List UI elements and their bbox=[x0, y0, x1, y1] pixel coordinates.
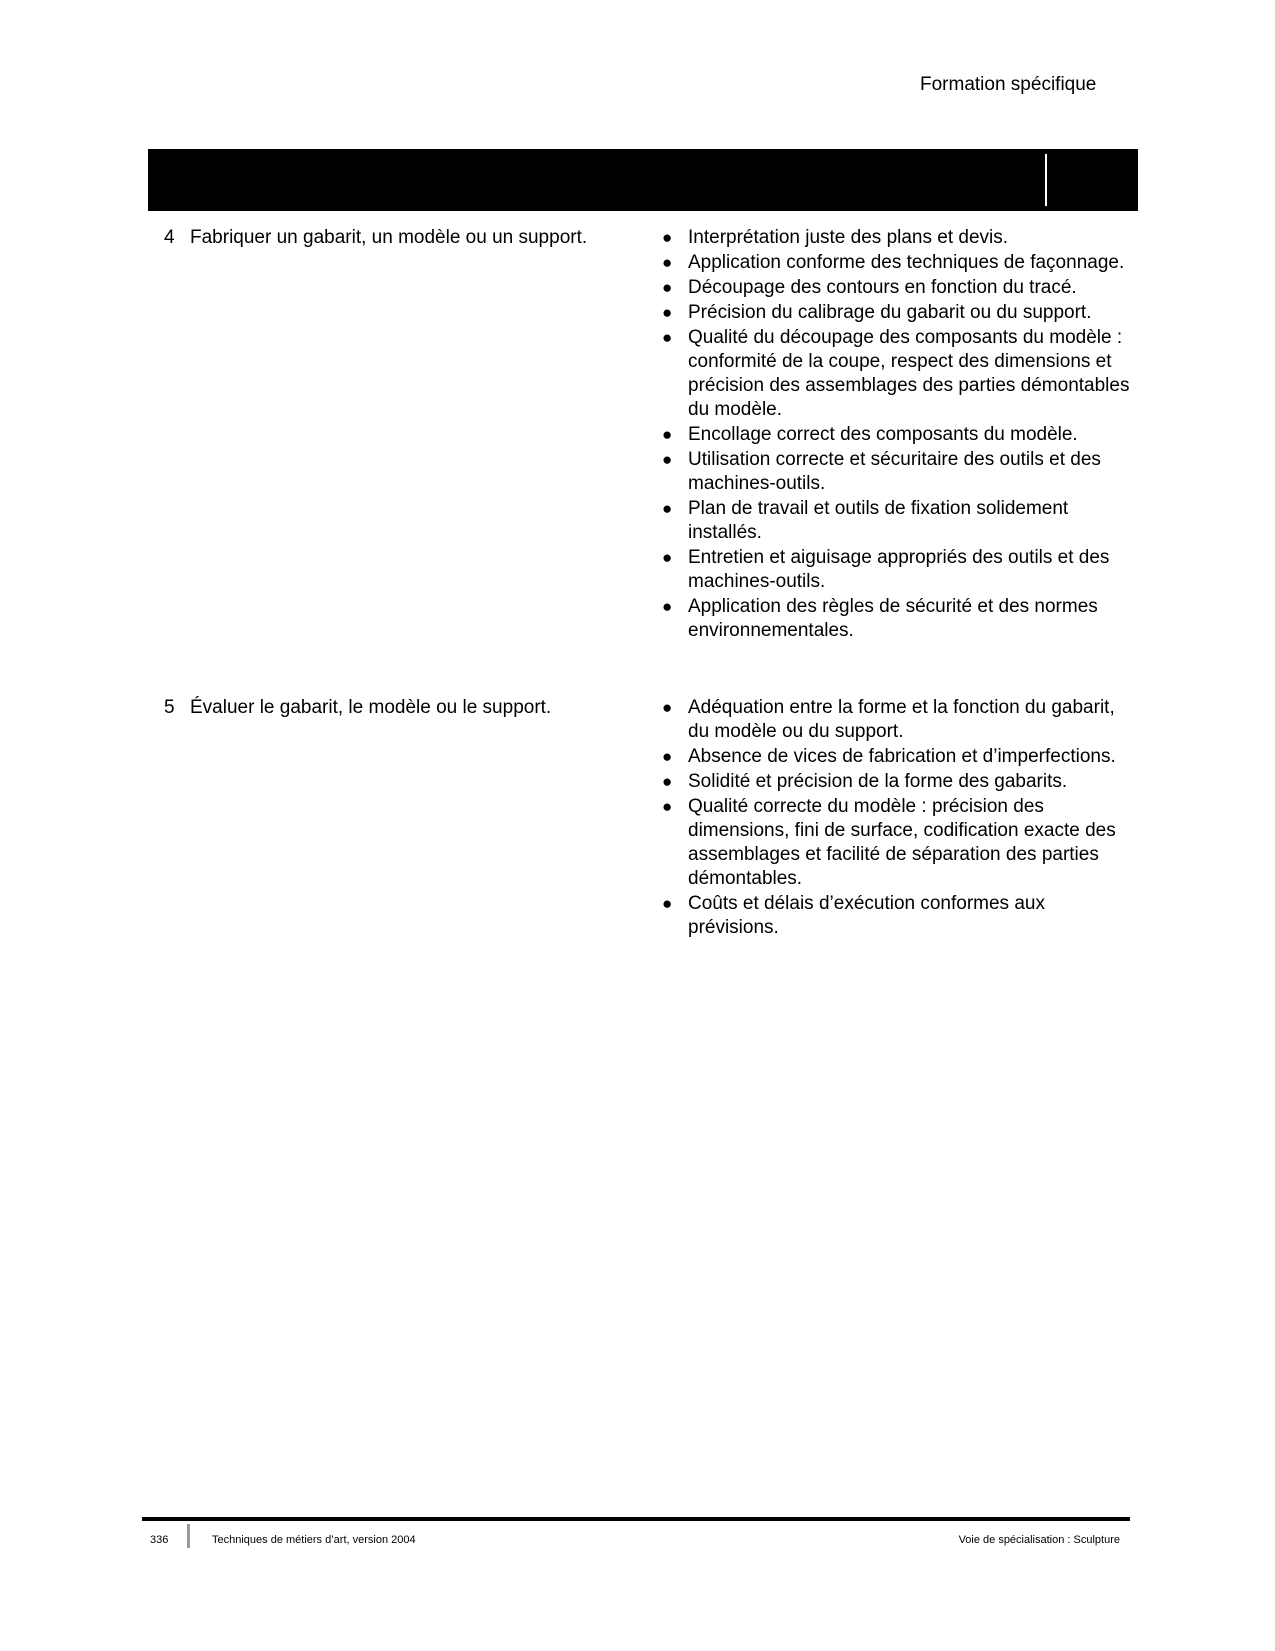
criterion-number: 4 bbox=[164, 227, 175, 248]
footer-rule bbox=[142, 1517, 1130, 1521]
bullet-icon: ● bbox=[662, 698, 673, 717]
bullet-icon: ● bbox=[662, 253, 673, 272]
bullet-icon: ● bbox=[662, 450, 673, 469]
list-item: ● Qualité correcte du modèle : précision des dimensions, fini de surface, codification exacte des assemblages et facilité de séparation des parties démontables. bbox=[662, 796, 1116, 889]
performance-indicators-list bbox=[660, 226, 1130, 644]
bullet-icon: ● bbox=[662, 499, 673, 518]
bullet-icon: ● bbox=[662, 597, 673, 616]
running-head: Formation spécifique bbox=[920, 74, 1097, 95]
footer-divider bbox=[187, 1524, 190, 1548]
criterion-number: 5 bbox=[164, 697, 175, 718]
code-value: 01ND bbox=[1078, 169, 1127, 190]
performance-indicators-list bbox=[660, 696, 1130, 941]
list-item: ● Application des règles de sécurité et des normes environnementales. bbox=[662, 596, 1098, 641]
bullet-icon: ● bbox=[662, 797, 673, 816]
list-item: ● Adéquation entre la forme et la fonction du gabarit, du modèle ou du support. bbox=[662, 697, 1115, 742]
bullet-icon: ● bbox=[662, 278, 673, 297]
list-item: ● Plan de travail et outils de fixation solidement installés. bbox=[662, 498, 1069, 543]
list-item: ● Qualité du découpage des composants du modèle : conformité de la coupe, respect des dimensions et précision des assemblages des parties démontables du modèle. bbox=[662, 327, 1130, 420]
bullet-icon: ● bbox=[662, 548, 673, 567]
code-label: Code : bbox=[983, 169, 1039, 190]
page-number: 336 bbox=[150, 1534, 169, 1546]
footer-right-text: Voie de spécialisation : Sculpture bbox=[958, 1534, 1120, 1546]
list-item: ● Entretien et aiguisage appropriés des outils et des machines-outils. bbox=[662, 547, 1110, 592]
list-item: ● Coûts et délais d’exécution conformes aux prévisions. bbox=[662, 893, 1045, 938]
footer-left-text: Techniques de métiers d’art, version 2004 bbox=[212, 1534, 416, 1546]
list-item: ● Solidité et précision de la forme des gabarits. bbox=[662, 771, 1068, 792]
list-item: ● Application conforme des techniques de façonnage. bbox=[662, 252, 1125, 273]
bullet-icon: ● bbox=[662, 894, 673, 913]
bullet-icon: ● bbox=[662, 772, 673, 791]
list-item: ● Interprétation juste des plans et devis. bbox=[662, 227, 1009, 248]
list-item: ● Utilisation correcte et sécuritaire des outils et des machines-outils. bbox=[662, 449, 1101, 494]
criterion-text bbox=[164, 226, 664, 250]
list-item: ● Encollage correct des composants du modèle. bbox=[662, 424, 1078, 445]
criterion-text bbox=[164, 696, 664, 720]
bullet-icon: ● bbox=[662, 228, 673, 247]
list-item: ● Précision du calibrage du gabarit ou du support. bbox=[662, 302, 1092, 323]
bullet-icon: ● bbox=[662, 303, 673, 322]
criterion-label: Fabriquer un gabarit, un modèle ou un support. bbox=[190, 227, 588, 248]
criterion-label: Évaluer le gabarit, le modèle ou le support. bbox=[190, 697, 552, 718]
bullet-icon: ● bbox=[662, 425, 673, 444]
list-item: ● Découpage des contours en fonction du tracé. bbox=[662, 277, 1077, 298]
bullet-icon: ● bbox=[662, 747, 673, 766]
bullet-icon: ● bbox=[662, 328, 673, 347]
list-item: ● Absence de vices de fabrication et d’imperfections. bbox=[662, 746, 1116, 767]
